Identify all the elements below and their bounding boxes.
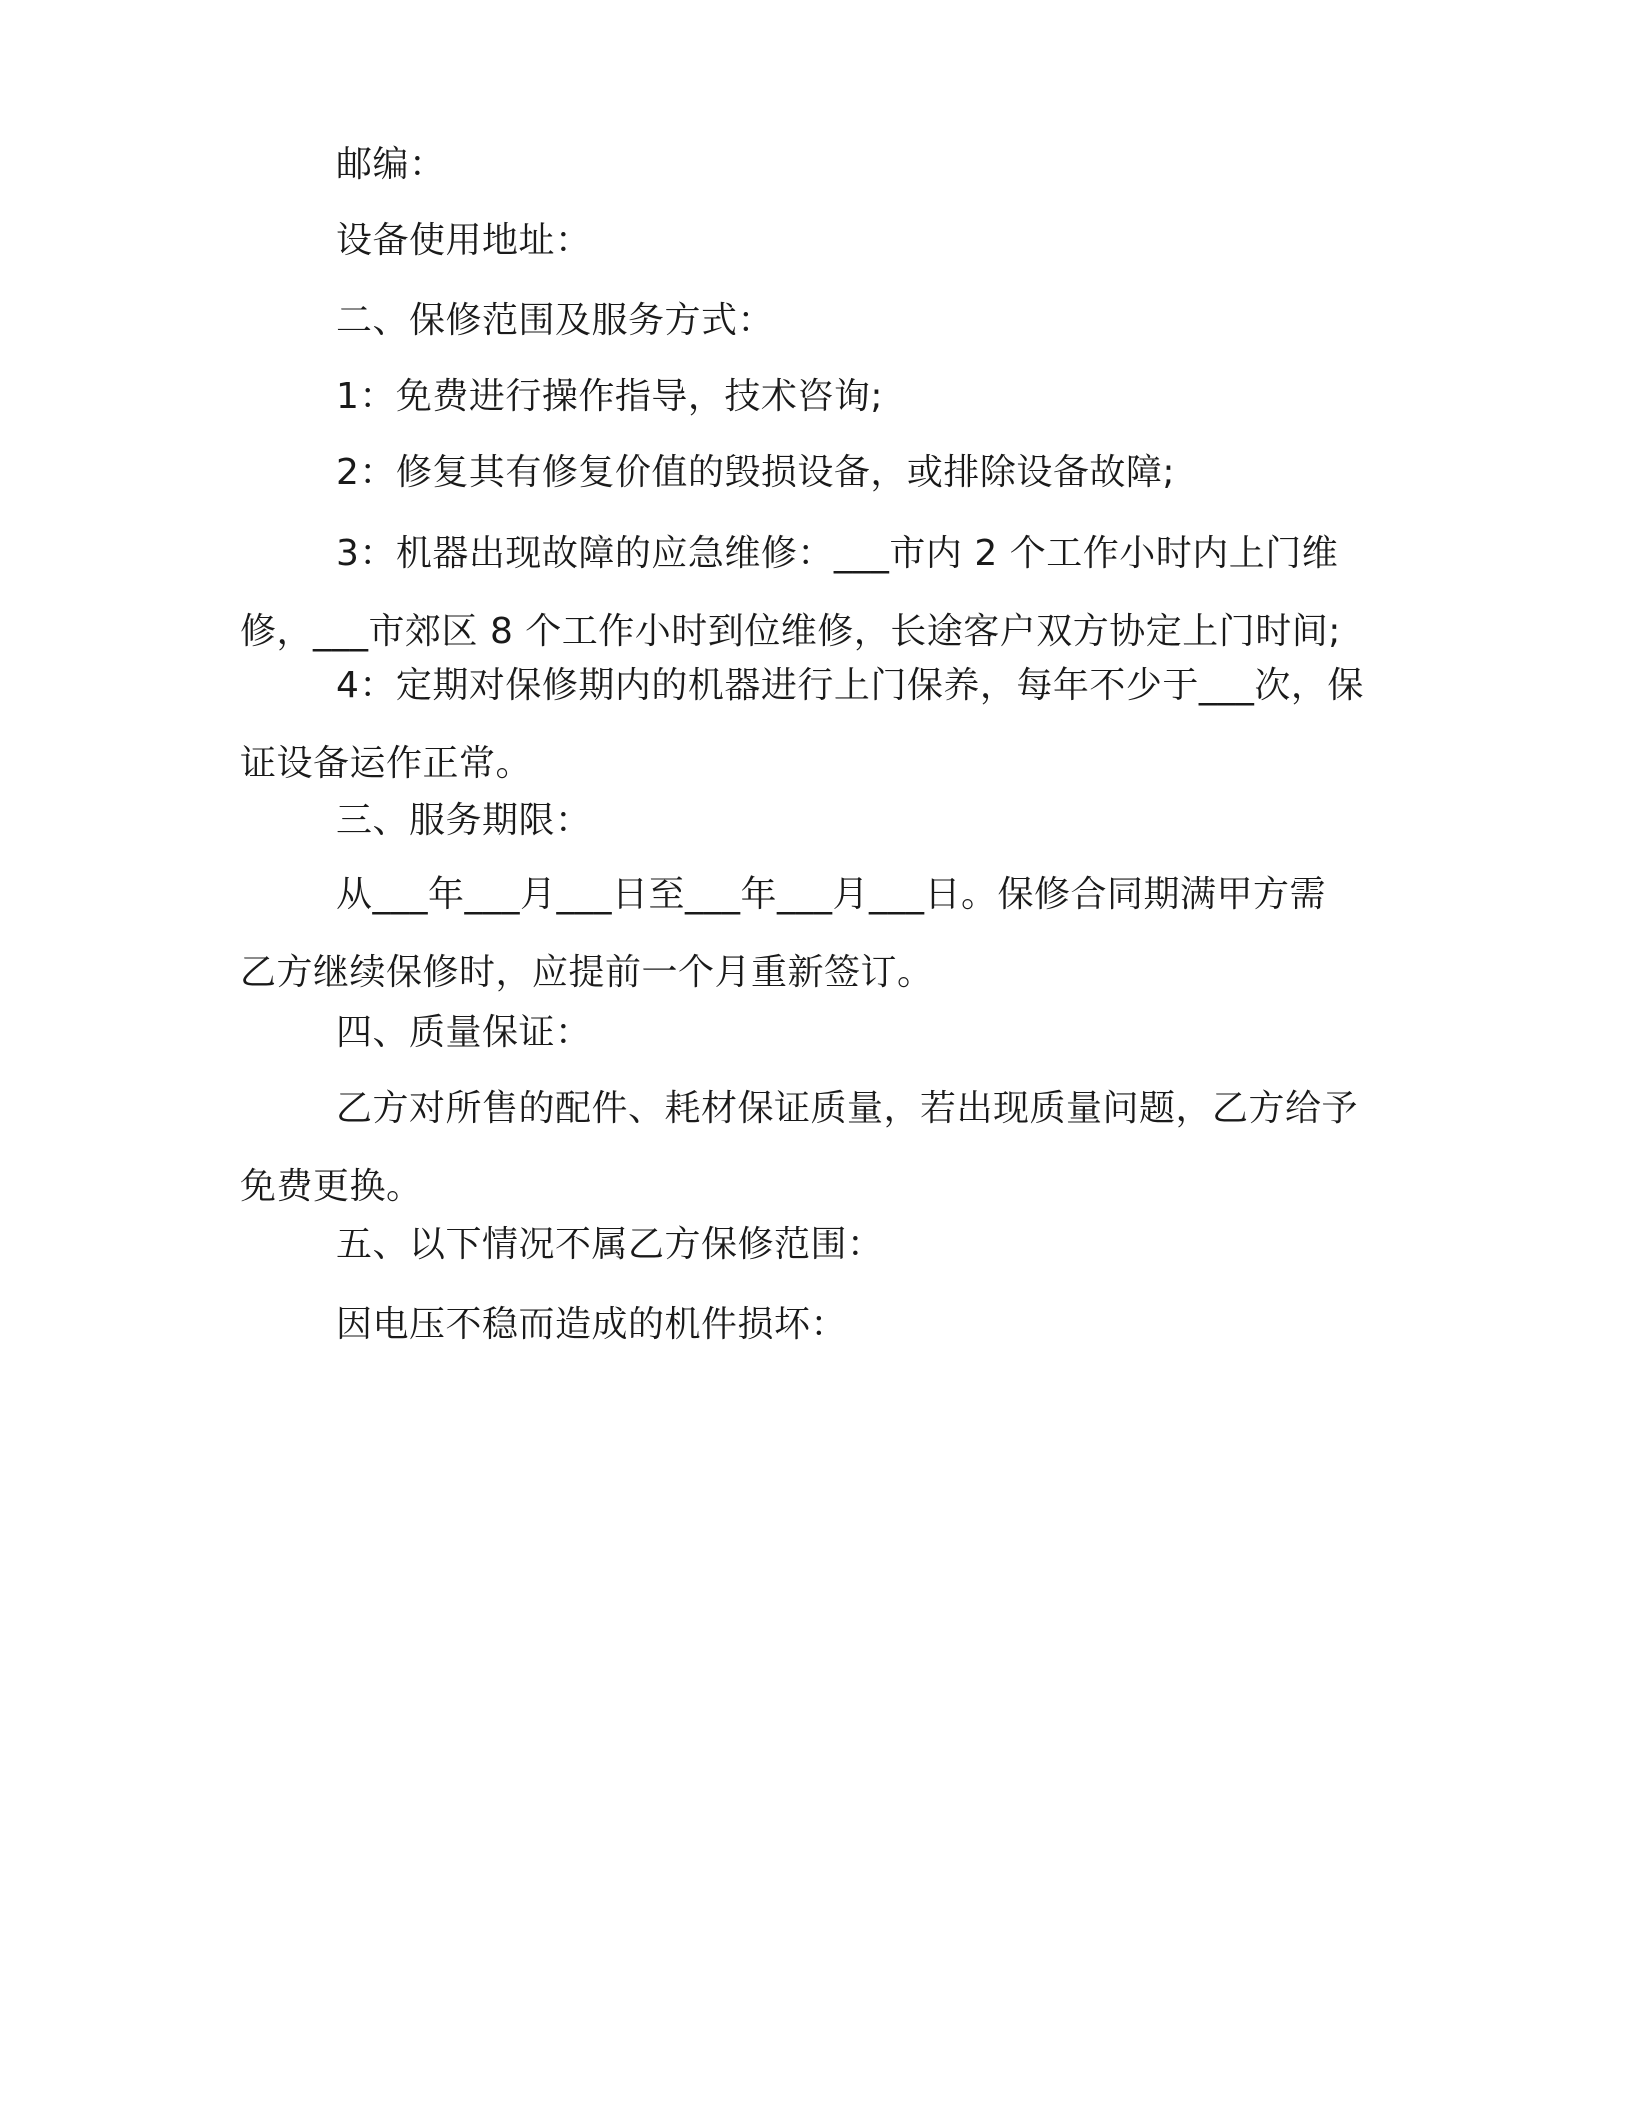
text-line: 4：定期对保修期内的机器进行上门保养，每年不少于___次，保 (336, 665, 1364, 706)
quality-guarantee-paragraph (240, 1070, 1390, 1226)
service-item-4 (240, 647, 1390, 803)
service-item-1 (240, 358, 1390, 436)
text-line: 设备使用地址： (336, 220, 592, 261)
postal-code-line (240, 126, 1390, 204)
text-line: 证设备运作正常。 (240, 743, 533, 784)
heading-text: 五、以下情况不属乙方保修范围： (336, 1224, 884, 1265)
text-line: 1：免费进行操作指导，技术咨询; (336, 376, 884, 417)
heading-text: 三、服务期限： (336, 800, 592, 841)
section-5-heading (240, 1206, 1390, 1284)
text-line: 乙方对所售的配件、耗材保证质量，若出现质量问题，乙方给予 (336, 1088, 1359, 1129)
service-period-paragraph (240, 856, 1390, 1012)
heading-text: 四、质量保证： (336, 1012, 592, 1053)
section-3-heading (240, 782, 1390, 860)
text-line: 乙方继续保修时，应提前一个月重新签订。 (240, 952, 934, 993)
text-line: 邮编： (336, 144, 446, 185)
exclusion-voltage-item (240, 1286, 1390, 1364)
text-line: 3：机器出现故障的应急维修：___市内 2 个工作小时内上门维 (336, 533, 1339, 574)
text-line: 2：修复其有修复价值的毁损设备，或排除设备故障; (336, 452, 1176, 493)
section-2-heading (240, 282, 1390, 360)
text-line: 免费更换。 (240, 1166, 423, 1207)
heading-text: 二、保修范围及服务方式： (336, 300, 775, 341)
service-item-2 (240, 434, 1390, 512)
text-line: 修，___市郊区 8 个工作小时到位维修，长途客户双方协定上门时间; (240, 611, 1341, 652)
text-line: 因电压不稳而造成的机件损坏： (336, 1304, 848, 1345)
equipment-address-line (240, 202, 1390, 280)
text-line: 从___年___月___日至___年___月___日。保修合同期满甲方需 (336, 874, 1327, 915)
section-4-heading (240, 994, 1390, 1072)
